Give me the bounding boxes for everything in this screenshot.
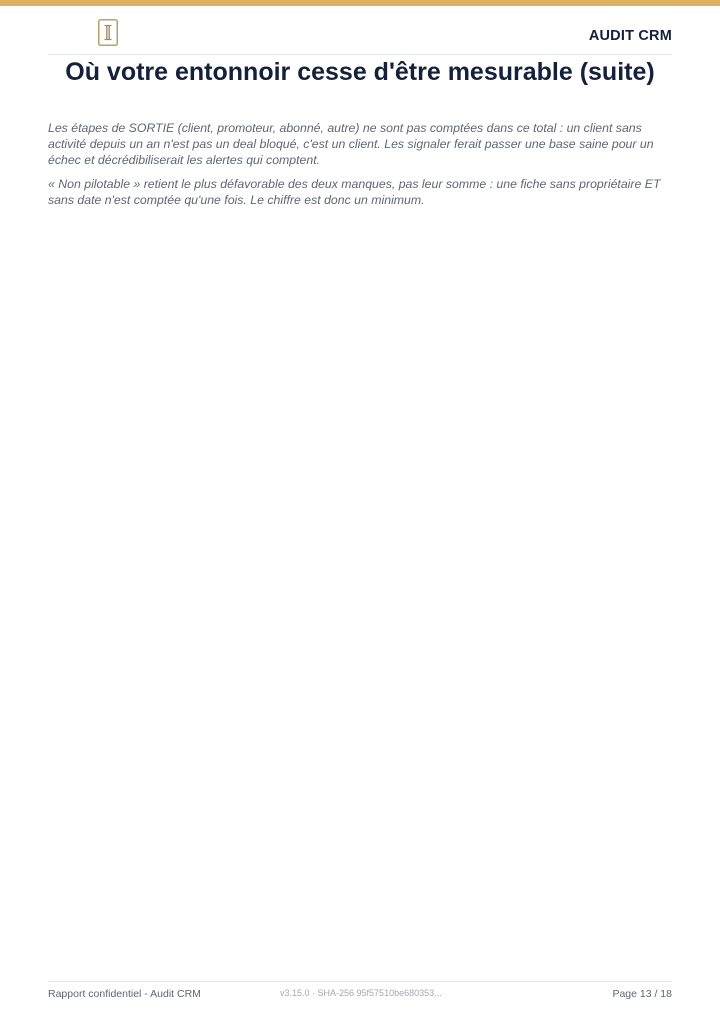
pillar-logo-icon: [98, 19, 118, 46]
note-paragraph: « Non pilotable » retient le plus défavorable des deux manques, pas leur somme : une fiche sans propriétaire ET sans date n'est comptée qu'une fois. Le chiffre est donc un minimum.: [48, 177, 661, 207]
brand-name: AUDIT CRM: [588, 28, 672, 44]
footer-version-hash: v3.15.0 · SHA-256 95f57510be680353...: [280, 988, 442, 998]
page-title: Où votre entonnoir cesse d'être mesurable (suite): [65, 58, 655, 86]
notes-section: [48, 120, 672, 216]
footer-confidential-label: Rapport confidentiel - Audit CRM: [48, 988, 201, 1000]
page-footer: [48, 981, 672, 1006]
note-paragraph: Les étapes de SORTIE (client, promoteur, abonné, autre) ne sont pas comptées dans ce total : un client sans activité depuis un an n'est pas un deal bloqué, c'est un client. Les signaler ferait passer une base saine pour un échec et décrédibiliserait les alertes qui comptent.: [48, 121, 654, 167]
footer-page-number: Page 13 / 18: [612, 988, 672, 1000]
page-header: [48, 6, 672, 55]
